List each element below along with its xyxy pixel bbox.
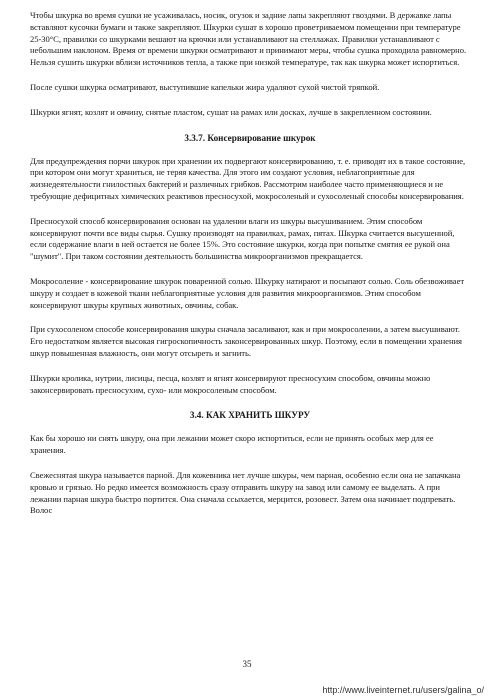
paragraph: Свежеснятая шкура называется парной. Для кожевника нет лучше шкуры, чем парная, особенно если она не запачкана кровью и грязью. Но редко имеется возможность сразу отправить шкуру на завод или самому ее выделать. А при лежании парная шкура быстро портится. Она сначала ссыхается, мерцится, розовест. Затем она начинает подпревать. Волос [30,469,461,516]
paragraph: При сухосоленом способе консервирования шкуры сначала засаливают, как и при мокросолении, а затем высушивают. Его недостатком является высокая гигроскопичность законсервированных шкур. Поэтому, если в помещении хранения шкур повышенная влажность, они могут отсыреть и загнить. [30,324,462,358]
paragraph: Как бы хорошо ни снять шкуру, она при лежании может скоро испортиться, если не принять особых мер для ее хранения. [30,433,434,456]
document-page [30,10,470,530]
paragraph: Чтобы шкурка во время сушки не усаживалась, носик, огузок и задние лапы закрепляют гвоздями. В державке лапы вставляют кусочки бумаги и также закрепляют. Шкурки сушат в хорошо проветриваемом помещении при температуре 25-30°С, правилки со шкурками вешают на крючки или устанавливают на стеллажах. Правилки устанавливают с небольшим наклоном. Время от времени шкурки осматривают и принимают меры, чтобы сушка проходила равномерно. Нельзя сушить шкурки вблизи источников тепла, а также при низкой температуре, так как шкурка может испортиться. [30,10,467,68]
paragraph: Шкурки кролика, нутрии, лисицы, песца, козлят и ягнят консервируют пресносухим способом, овчины можно законсервировать пресносухим, сухо- или мокросоленым способом. [30,372,431,395]
page-number: 35 [242,659,252,669]
paragraph: После сушки шкурка осматривают, выступившие капельки жира удаляют сухой чистой тряпкой. [30,81,380,92]
section-heading: 3.3.7. Консервирование шкурок [184,132,316,143]
paragraph: Мокросоление - консервирование шкурок поваренной солью. Шкурку натирают и посыпают солью. Соль обезвоживает шкуру и создает в кожевой ткани неблагоприятные условия для развития микроорганизмов. Этим способом консервируют шкуры крупных животных, овчины, собак. [30,275,465,310]
watermark-url: http://www.liveinternet.ru/users/galina_o/ [322,685,484,695]
section-heading: 3.4. КАК ХРАНИТЬ ШКУРУ [189,410,311,421]
paragraph: Шкурки ягнят, козлят и овчину, снятые пластом, сушат на рамах или досках, лучше в закрепленном состоянии. [30,106,432,117]
paragraph: Пресносухой способ консервирования основан на удалении влаги из шкуры высушиванием. Этим способом консервируют почти все виды сырья. Сушку производят на правилках, рамах, пятах. Шкурка считается высушенной, если содержание влаги в ней остается не более 15%. Это состояние шкурки, когда при попытке смятия ее рукой она "шумит". При таком состоянии деятельность большинства микроорганизмов прекращается. [30,215,455,262]
paragraph: Для предупреждения порчи шкурок при хранении их подвергают консервированию, т. е. приводят их в такое состояние, при котором они могут храниться, не теряя качества. Для этого им создают условия, неблагоприятные для жизнедеятельности гнилостных бактерий и различных грибков. Рассмотрим наиболее часто применяющиеся и не требующие дефицитных химических реактивов пресносухой, мокросоленый и сухосоленый способы консервирования. [30,155,466,201]
